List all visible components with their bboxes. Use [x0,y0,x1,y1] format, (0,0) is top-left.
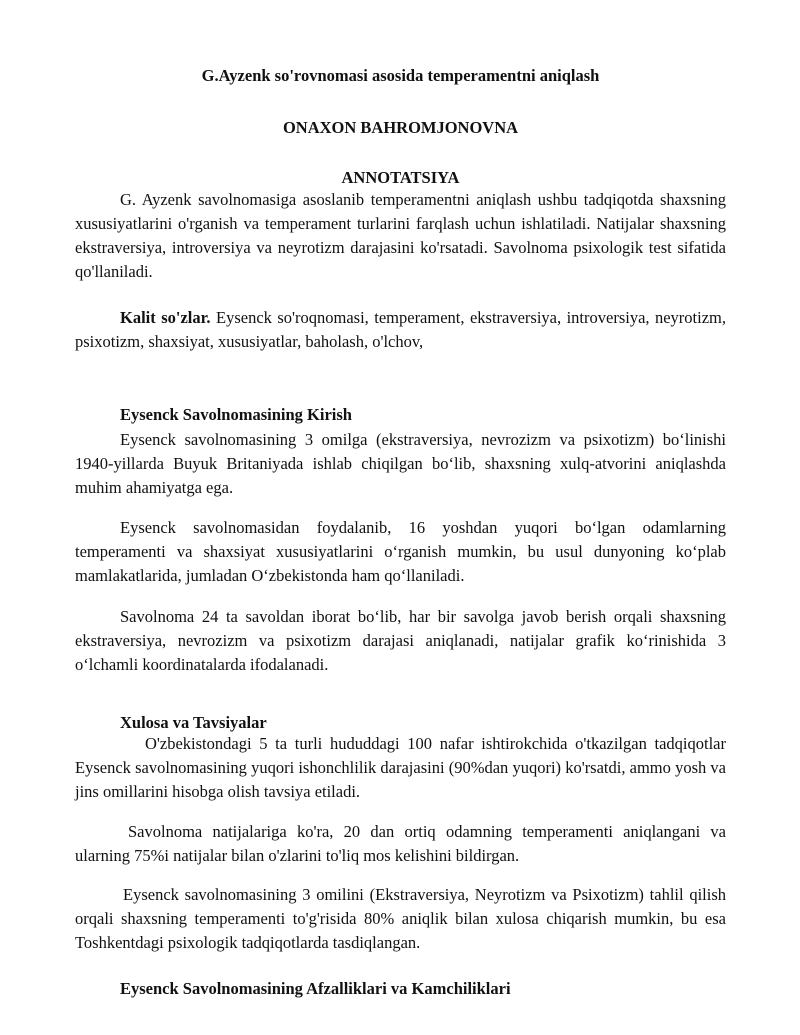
conclusion-paragraph-1: O'zbekistondagi 5 ta turli hududdagi 100 nafar ishtirokchida o'tkazilgan tadqiqotlar Eysenck savolnomasining yuqori ishonchlilik darajasini (90%dan yuqori) ko'rsatdi, ammo yosh va jins omillarini hisobga olish tavsiya etiladi. [75,734,726,801]
section-heading-intro: Eysenck Savolnomasining Kirish [120,405,352,424]
keywords-label: Kalit so'zlar. [120,308,211,327]
intro-paragraph-2: Eysenck savolnomasidan foydalanib, 16 yoshdan yuqori bo‘lgan odamlarning temperamenti va shaxsiyat xususiyatlarini o‘rganish mumkin, bu usul dunyoning ko‘plab mamlakatlarida, jumladan O‘zbekistonda ham qo‘llaniladi. [75,518,726,585]
intro-paragraph-3: Savolnoma 24 ta savoldan iborat bo‘lib, har bir savolga javob berish orqali shaxsning ekstraversiya, nevrozizm va psixotizm darajasi aniqlanadi, natijalar grafik ko‘rinishida 3 o‘lchamli koordinatalarda ifodalanadi. [75,607,726,674]
conclusion-paragraph-3: Eysenck savolnomasining 3 omilini (Ekstraversiya, Neyrotizm va Psixotizm) tahlil qilish orqali shaxsning temperamenti to'g'risida 80% aniqlik bilan xulosa chiqarish mumkin, bu esa Toshkentdagi psixologik tadqiqotlarda tasdiqlangan. [75,885,726,952]
section-heading-conclusion: Xulosa va Tavsiyalar [120,713,267,732]
annotation-heading: ANNOTATSIYA [341,168,460,187]
conclusion-paragraph-2: Savolnoma natijalariga ko'ra, 20 dan ortiq odamning temperamenti aniqlangani va ularning 75%i natijalar bilan o'zlarini to'liq mos kelishini bildirgan. [75,822,726,865]
document-title: G.Ayzenk so'rovnomasi asosida temperamentni aniqlash [201,66,600,85]
keywords-list: Eysenck so'roqnomasi, temperament, ekstraversiya, introversiya, neyrotizm, psixotizm, shaxsiyat, xususiyatlar, baholash, o'lchov, [75,308,726,351]
keywords-paragraph [75,306,726,354]
annotation-paragraph: G. Ayzenk savolnomasiga asoslanib temperamentni aniqlash ushbu tadqiqotda shaxsning xususiyatlarini o'rganish va temperament turlarini farqlash uchun ishlatiladi. Natijalar shaxsning ekstraversiya, introversiya va neyrotizm darajasini ko'rsatadi. Savolnoma psixologik test sifatida qo'llaniladi. [75,190,726,281]
author-name: ONAXON BAHROMJONOVNA [282,118,519,137]
section-heading-advantages: Eysenck Savolnomasining Afzalliklari va Kamchiliklari [120,979,511,998]
intro-paragraph-1: Eysenck savolnomasining 3 omilga (ekstraversiya, nevrozizm va psixotizm) bo‘linishi 1940-yillarda Buyuk Britaniyada ishlab chiqilgan bo‘lib, shaxsning xulq-atvorini aniqlashda muhim ahamiyatga ega. [75,430,726,497]
